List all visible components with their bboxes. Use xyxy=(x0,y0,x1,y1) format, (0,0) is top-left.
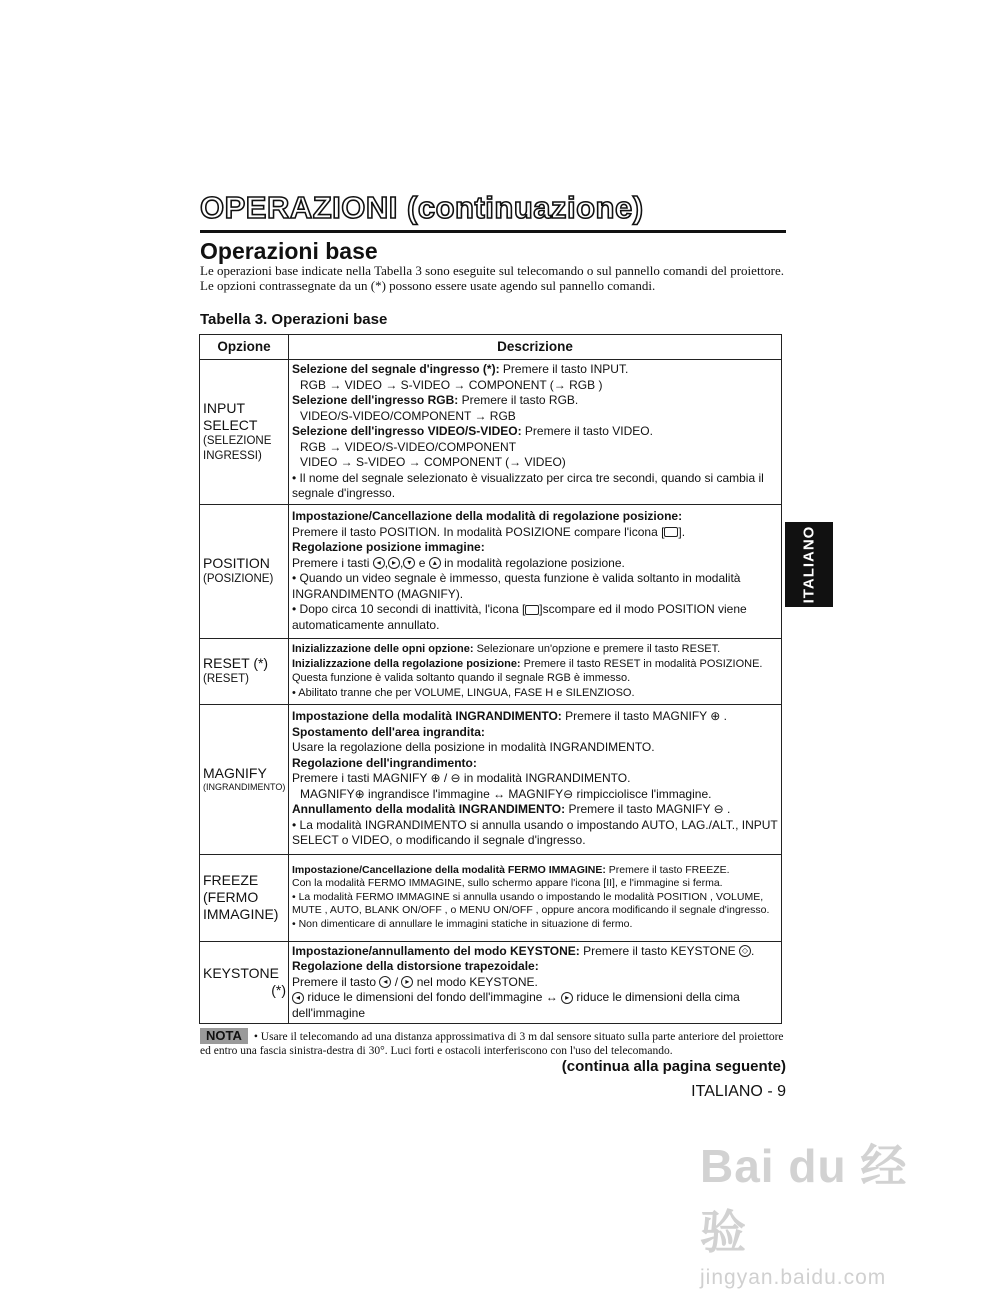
description-text: Premere il tasto POSITION. In modalità POSIZIONE compare l'icona [ xyxy=(292,524,665,539)
description-text: nel modo KEYSTONE. xyxy=(413,974,538,989)
option-cell xyxy=(200,704,289,854)
description-text: • La modalità FERMO IMMAGINE si annulla usando o impostando le modalità POSITION , VOLUME, MUTE , AUTO, BLANK ON/OFF , o MENU ON/OFF , oppure ancora modificando il segnale d'ingresso. xyxy=(292,890,770,917)
page-title: OPERAZIONI (continuazione) xyxy=(200,190,786,233)
description-bold: Regolazione posizione immagine: xyxy=(292,540,485,554)
description-text: MAGNIFY⊕ ingrandisce l'immagine ↔ MAGNIFY⊖ rimpicciolisce l'immagine. xyxy=(300,786,712,801)
option-label: FREEZE xyxy=(203,872,259,888)
description-text: RGB → VIDEO/S-VIDEO/COMPONENT xyxy=(300,439,517,454)
description-bold: Inizializzazione della regolazione posizione: xyxy=(292,657,521,670)
option-label: MAGNIFY xyxy=(203,765,267,781)
table-header-row xyxy=(200,335,782,360)
option-label: IMMAGINE) xyxy=(203,906,279,922)
description-text: RGB → VIDEO → S-VIDEO → COMPONENT (→ RGB ) xyxy=(300,377,603,392)
option-cell xyxy=(200,504,289,638)
description-text: riduce le dimensioni del fondo dell'immagine ↔ xyxy=(304,990,562,1004)
description-bold: Spostamento dell'area ingrandita: xyxy=(292,724,485,739)
description-text: • Quando un video segnale è immesso, questa funzione è valida soltanto in modalità INGRANDIMENTO (MAGNIFY). xyxy=(292,571,741,601)
language-side-tab xyxy=(785,522,833,607)
option-sublabel: (RESET) xyxy=(203,673,249,685)
description-text: Premere il tasto INPUT. xyxy=(499,362,629,376)
table-row-input-select xyxy=(200,360,782,505)
option-label: KEYSTONE xyxy=(203,965,279,982)
option-sublabel: (*) xyxy=(271,982,286,999)
description-text: Premere il tasto RGB. xyxy=(458,393,579,407)
description-cell xyxy=(289,360,782,505)
table-row-keystone xyxy=(200,941,782,1024)
note-badge: NOTA xyxy=(200,1028,248,1044)
position-icon xyxy=(525,605,539,615)
description-bold: Impostazione/Cancellazione della modalità di regolazione posizione: xyxy=(292,509,683,523)
keystone-icon: ◇ xyxy=(739,945,751,957)
description-cell: Impostazione/Cancellazione della modalità di regolazione posizione: Premere il tasto POSITION. In modalità POSIZIONE compare l'icona [ ]. Regolazione posizione immagine: Premere i tasti ◂ , ▸ , ▾ e ▴ in modalità regolazione posizione. • Quando un video segnale è immesso, questa funzione è valida soltanto in modalità INGRANDIMENTO (MAGNIFY). • Dopo circa 10 secondi di inattività, l'icona [ ]scompare ed il modo POSITION viene automaticamente annullato. xyxy=(289,504,782,638)
up-arrow-icon: ▴ xyxy=(429,557,441,569)
description-text: riduce le dimensioni della cima dell'immagine xyxy=(292,990,740,1020)
right-arrow-icon: ▸ xyxy=(401,976,413,988)
description-text: Premere il tasto RESET in modalità POSIZIONE. Questa funzione è valida soltanto quando il segnale RGB è immesso. xyxy=(292,657,763,684)
intro-paragraph: Le operazioni base indicate nella Tabella 3 sono eseguite sul telecomando o sul pannello comandi del proiettore. Le opzioni contrassegnate da un (*) possono essere usate agendo sul pannello comandi. xyxy=(200,263,785,293)
description-text: Premere il tasto VIDEO. xyxy=(521,424,653,438)
description-text: Premere il tasto xyxy=(292,974,380,989)
left-arrow-icon: ◂ xyxy=(373,557,385,569)
watermark-logo: Bai du 经验 xyxy=(700,1140,908,1258)
section-title: Operazioni base xyxy=(200,238,378,264)
right-arrow-icon: ▸ xyxy=(561,992,573,1004)
description-text: • Non dimenticare di annullare le immagini statiche in situazione di fermo. xyxy=(292,917,633,930)
description-text: • Dopo circa 10 secondi di inattività, l'icona [ xyxy=(292,602,526,616)
description-text: ]. xyxy=(678,524,686,539)
description-bold: Selezione del segnale d'ingresso (*): xyxy=(292,362,500,376)
description-text: Premere il tasto MAGNIFY ⊕ . xyxy=(561,709,728,724)
column-header-option: Opzione xyxy=(200,335,289,360)
watermark xyxy=(700,1130,940,1289)
option-cell xyxy=(200,638,289,704)
operations-table xyxy=(199,334,782,1024)
description-bold: Selezione dell'ingresso VIDEO/S-VIDEO: xyxy=(292,424,522,438)
description-bold: Impostazione/annullamento del modo KEYSTONE: xyxy=(292,943,580,958)
left-arrow-icon: ◂ xyxy=(292,992,304,1004)
option-label: INPUT xyxy=(203,399,245,416)
table-row-position xyxy=(200,504,782,638)
option-sublabel: INGRESSI) xyxy=(203,449,262,462)
description-bold: Annullamento della modalità INGRANDIMENTO: xyxy=(292,802,566,817)
description-cell xyxy=(289,638,782,704)
option-label: SELECT xyxy=(203,416,258,433)
description-bold: Inizializzazione delle opni opzione: xyxy=(292,643,474,655)
language-side-tab-label: ITALIANO xyxy=(800,525,818,604)
option-sublabel: (INGRANDIMENTO) xyxy=(203,782,286,792)
description-text: Usare la regolazione della posizione in modalità INGRANDIMENTO. xyxy=(292,740,655,755)
table-row-magnify xyxy=(200,704,782,854)
description-text: • Il nome del segnale selezionato è visualizzato per circa tre secondi, quando si cambia il segnale d'ingresso. xyxy=(292,470,764,500)
description-bold: Regolazione della distorsione trapezoidale: xyxy=(292,959,539,973)
table-row-reset xyxy=(200,638,782,704)
description-bold: Impostazione/Cancellazione della modalità FERMO IMMAGINE: xyxy=(292,863,606,876)
description-bold: Selezione dell'ingresso RGB: xyxy=(292,393,459,407)
continue-label: (continua alla pagina seguente) xyxy=(561,1058,786,1075)
table-caption: Tabella 3. Operazioni base xyxy=(200,311,388,328)
page-number: ITALIANO - 9 xyxy=(691,1083,786,1100)
description-text: Premere il tasto MAGNIFY ⊖ . xyxy=(565,802,731,817)
description-text: • La modalità INGRANDIMENTO si annulla usando o impostando AUTO, LAG./ALT., INPUT SELECT o VIDEO, o modificando il segnale d'ingresso. xyxy=(292,817,778,848)
option-cell xyxy=(200,854,289,941)
column-header-description: Descrizione xyxy=(289,335,782,360)
option-cell xyxy=(200,360,289,505)
description-cell xyxy=(289,854,782,941)
description-text: VIDEO → S-VIDEO → COMPONENT (→ VIDEO) xyxy=(300,455,566,469)
description-cell xyxy=(289,704,782,854)
description-text: Premere il tasto FREEZE. xyxy=(605,863,730,876)
option-sublabel: (SELEZIONE xyxy=(203,434,272,447)
description-text: • Abilitato tranne che per VOLUME, LINGUA, FASE H e SILENZIOSO. xyxy=(292,686,635,699)
description-cell: Impostazione/annullamento del modo KEYSTONE: Premere il tasto KEYSTONE ◇ . Regolazione della distorsione trapezoidale: Premere il tasto ◂ / ▸ nel modo KEYSTONE. ◂ riduce le dimensioni del fondo dell'immagine ↔ ▸ riduce le dimensioni della cima dell'immagine xyxy=(289,941,782,1024)
description-bold: Regolazione dell'ingrandimento: xyxy=(292,755,477,770)
option-label: (FERMO xyxy=(203,889,259,905)
left-arrow-icon: ◂ xyxy=(379,976,391,988)
description-text: in modalità regolazione posizione. xyxy=(440,555,625,570)
description-text: Premere i tasti MAGNIFY ⊕ / ⊖ in modalità INGRANDIMENTO. xyxy=(292,771,631,786)
description-text: Premere il tasto KEYSTONE xyxy=(579,943,739,958)
option-sublabel: (POSIZIONE) xyxy=(203,573,274,585)
description-bold: Impostazione della modalità INGRANDIMENTO: xyxy=(292,709,562,724)
note-block xyxy=(200,1028,787,1058)
option-label: POSITION xyxy=(203,555,270,571)
description-text: VIDEO/S-VIDEO/COMPONENT → RGB xyxy=(300,408,516,423)
description-text: Premere i tasti xyxy=(292,555,373,570)
description-text: e xyxy=(415,555,429,570)
right-arrow-icon: ▸ xyxy=(388,557,400,569)
option-cell xyxy=(200,941,289,1024)
description-text: ]scompare ed il modo POSITION viene automaticamente annullato. xyxy=(292,602,747,632)
description-text: Selezionare un'opzione e premere il tasto RESET. xyxy=(473,643,721,655)
table-row-freeze xyxy=(200,854,782,941)
description-text: Con la modalità FERMO IMMAGINE, sullo schermo appare l'icona [II], e l'immagine si ferma. xyxy=(292,877,723,890)
option-label: RESET (*) xyxy=(203,655,269,671)
down-arrow-icon: ▾ xyxy=(403,557,415,569)
watermark-url: jingyan.baidu.com xyxy=(700,1266,887,1289)
position-icon xyxy=(664,527,678,537)
note-text: • Usare il telecomando ad una distanza approssimativa di 3 m dal sensore situato sulla parte anteriore del proiettore ed entro una fascia sinistra-destra di 30°. Luci forti e ostacoli interferiscono con l'uso del telecomando. xyxy=(200,1031,784,1057)
